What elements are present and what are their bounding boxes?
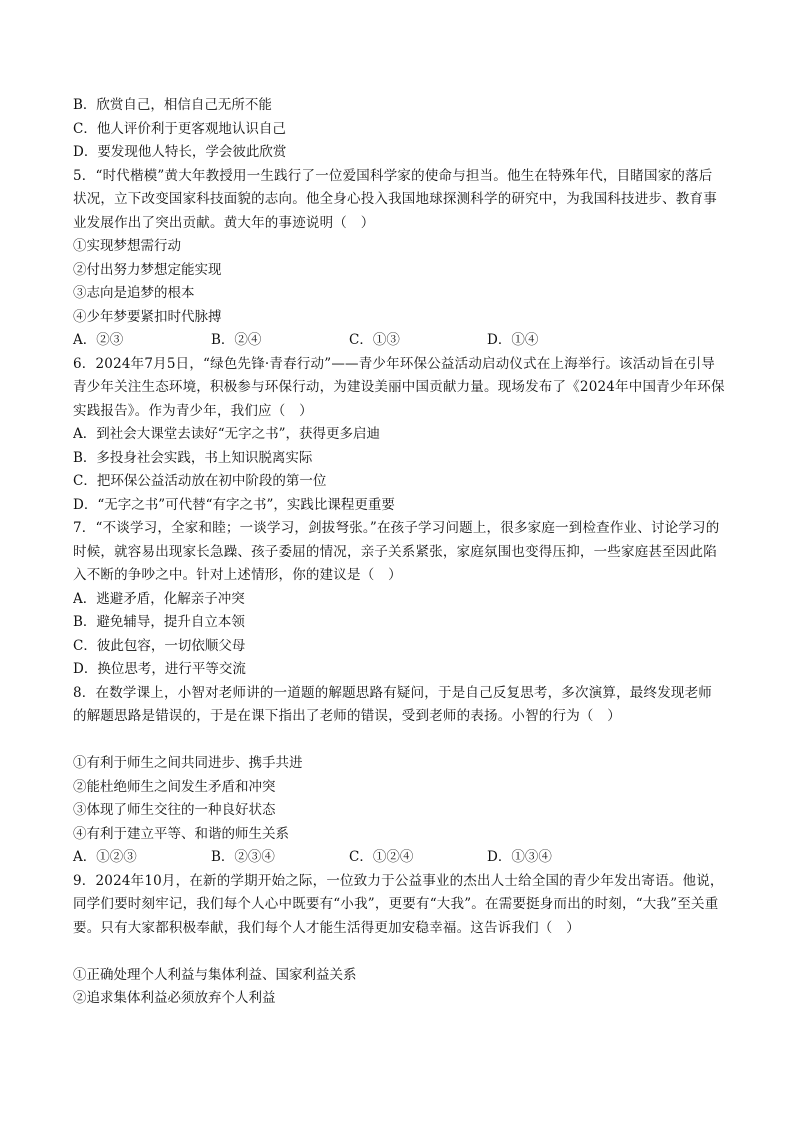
option-a: A．逃避矛盾，化解亲子冲突	[73, 590, 245, 607]
option-c: C．彼此包容，一切依顺父母	[73, 637, 246, 654]
option-b: B．避免辅导，提升自立本领	[73, 614, 245, 630]
choice-c: C．①③	[349, 332, 400, 348]
choice-b: B．②④	[211, 332, 262, 348]
blank-line	[73, 940, 725, 964]
choice-c: C．①②④	[349, 849, 414, 865]
option-d: D．换位思考，进行平等交流	[73, 661, 246, 677]
question-5	[73, 165, 725, 353]
question-7	[73, 517, 725, 682]
answer-choices	[73, 846, 725, 870]
statement-2: ②追求集体利益必须放弃个人利益	[73, 990, 276, 1006]
question-stem: 7．“不谈学习，全家和睦；一谈学习，剑拔弩张。”在孩子学习问题上，很多家庭一到检查作业、讨论学习的时候，就容易出现家长急躁、孩子委屈的情况，亲子关系紧张，家庭氛围也变得压抑，一些家庭甚至因此陷入不断的争吵之中。针对上述情形，你的建议是（ ）	[73, 520, 720, 583]
statement-1: ①有利于师生之间共同进步、携手共进	[73, 755, 303, 771]
question-8	[73, 682, 725, 870]
choice-d: D．①④	[487, 332, 539, 348]
option-c: C．他人评价利于更客观地认识自己	[73, 120, 286, 137]
option-a: A．到社会大课堂去读好“无字之书”，获得更多启迪	[73, 426, 381, 442]
question-9	[73, 870, 725, 1011]
question-4-options	[73, 94, 725, 165]
statement-4: ④少年梦要紧扣时代脉搏	[73, 308, 222, 325]
option-d: D．要发现他人特长，学会彼此欣赏	[73, 144, 287, 160]
question-stem: 5．“时代楷模”黄大年教授用一生践行了一位爱国科学家的使命与担当。他生在特殊年代，目睹国家的落后状况，立下改变国家科技面貌的志向。他全身心投入我国地球探测科学的研究中，为我国科技进步、教育事业发展作出了突出贡献。黄大年的事迹说明（ ）	[73, 167, 717, 231]
blank-line	[73, 729, 725, 753]
statement-2: ②付出努力梦想定能实现	[73, 261, 222, 278]
option-b: B．欣赏自己，相信自己无所不能	[73, 97, 272, 113]
statement-3: ③体现了师生交往的一种良好状态	[73, 802, 276, 818]
question-6	[73, 353, 725, 518]
statement-1: ①实现梦想需行动	[73, 238, 181, 254]
option-d: D．“无字之书”可代替“有字之书”，实践比课程更重要	[73, 496, 395, 513]
choice-d: D．①③④	[487, 849, 552, 865]
question-stem: 8．在数学课上，小智对老师讲的一道题的解题思路有疑问，于是自己反复思考，多次演算，最终发现老师的解题思路是错误的，于是在课下指出了老师的错误，受到老师的表扬。小智的行为（ ）	[73, 684, 712, 724]
answer-choices	[73, 329, 725, 353]
option-c: C．把环保公益活动放在初中阶段的第一位	[73, 473, 327, 489]
question-list	[73, 94, 725, 1011]
choice-a: A．①②③	[73, 849, 137, 865]
choice-a: A．②③	[73, 332, 124, 348]
statement-3: ③志向是追梦的根本	[73, 285, 195, 301]
question-stem: 9．2024年10月，在新的学期开始之际，一位致力于公益事业的杰出人士给全国的青少年发出寄语。他说，同学们要时刻牢记，我们每个人心中既要有“小我”，更要有“大我”。在需要挺身而出的时刻，“大我”至关重要。只有大家都积极奉献，我们每个人才能生活得更加安稳幸福。这告诉我们（ ）	[73, 872, 724, 936]
statement-2: ②能杜绝师生之间发生矛盾和冲突	[73, 778, 276, 795]
option-b: B．多投身社会实践，书上知识脱离实际	[73, 449, 313, 466]
statement-4: ④有利于建立平等、和谐的师生关系	[73, 825, 289, 842]
choice-b: B．②③④	[211, 849, 275, 865]
question-stem: 6．2024年7月5日，“绿色先锋·青春行动”——青少年环保公益活动启动仪式在上海举行。该活动旨在引导青少年关注生态环境，积极参与环保行动，为建设美丽中国贡献力量。现场发布了《2024年中国青少年环保实践报告》。作为青少年，我们应（ ）	[73, 355, 725, 419]
statement-1: ①正确处理个人利益与集体利益、国家利益关系	[73, 966, 357, 983]
